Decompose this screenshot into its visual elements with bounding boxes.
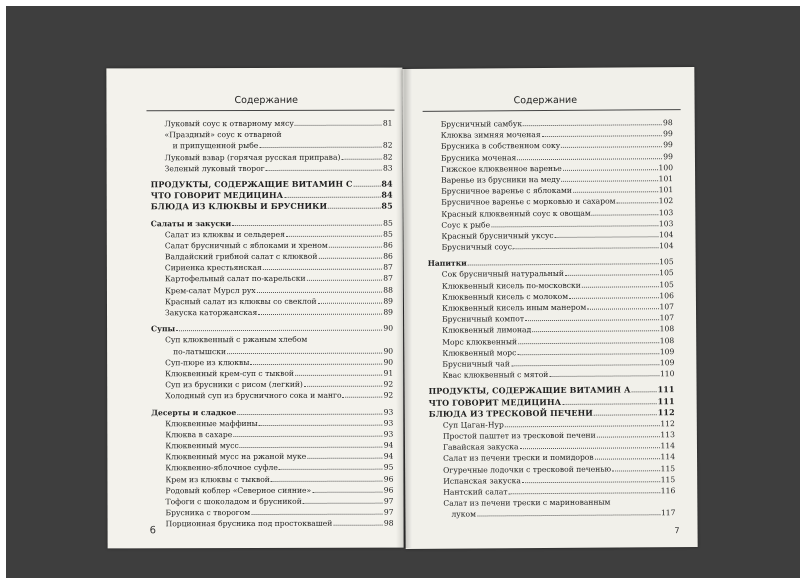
dot-leader [258, 308, 382, 315]
dot-leader [582, 280, 659, 288]
toc-entry-page: 107 [659, 313, 675, 323]
toc-entry-page: 105 [659, 268, 674, 278]
toc-entry [151, 228, 393, 240]
toc-entry [151, 251, 393, 263]
toc-entry-title: Соус к рыбе [441, 220, 491, 230]
dot-leader [251, 508, 383, 515]
toc-entry-page: 92 [383, 379, 394, 389]
toc-entry-page: 90 [383, 346, 394, 356]
toc-entry-title: Закуска каторжанская [165, 307, 258, 318]
toc-entry [151, 345, 393, 357]
toc-entry-page: 104 [658, 230, 674, 240]
dot-leader [259, 418, 383, 425]
toc-entry-title: Красный брусничный уксус [441, 230, 554, 241]
toc-entry-page: 84 [381, 189, 393, 200]
toc-entry [151, 129, 393, 141]
toc-entry-page: 88 [383, 285, 393, 295]
dot-leader [522, 475, 660, 483]
dot-leader [491, 219, 658, 227]
toc-entry-title: Нантский салат [443, 487, 508, 497]
dot-leader [295, 369, 383, 376]
dot-leader [237, 407, 382, 414]
toc-entry [151, 273, 393, 285]
toc-entry [151, 451, 393, 463]
toc-entry-title: Порционная брусника под простоквашей [165, 519, 333, 529]
book-gutter [396, 68, 412, 548]
dot-leader [561, 141, 662, 149]
toc-entry-page: 94 [383, 440, 394, 450]
toc-entry-page: 114 [660, 441, 675, 451]
toc-entry-title: Луковый соус к отварному мясу [164, 118, 294, 129]
toc-entry-title: Сириенка крестьянская [164, 263, 262, 273]
toc-entry-page: 103 [658, 218, 674, 228]
toc-entry-title: ПРОДУКТЫ, СОДЕРЖАЩИЕ ВИТАМИН А [428, 384, 631, 397]
toc-entry-page: 104 [659, 241, 674, 251]
dot-leader [612, 464, 660, 471]
dot-leader [542, 129, 663, 137]
dot-leader [595, 453, 660, 460]
toc-entry-title: Клюква зимняя моченая [440, 130, 541, 140]
dot-leader [597, 430, 660, 437]
toc-entry-title: Суп Цаган-Нур [442, 420, 504, 430]
dot-leader [517, 347, 658, 355]
toc-entry-title: Крем из клюквы с тыквой [165, 474, 270, 484]
toc-entry-page: 94 [383, 451, 394, 461]
toc-entry [151, 473, 393, 485]
toc-entry-title: Клюквенный кисель иным манером [441, 302, 587, 313]
toc-entry-title: Луковый взвар (горячая русская приправа) [164, 152, 341, 162]
toc-entry-title: Салаты и закуски [150, 218, 232, 228]
toc-entry-title: по-латышски [173, 346, 227, 356]
running-head: Содержание [513, 94, 578, 107]
dot-leader [468, 257, 658, 265]
toc-entry-title: Брусника в собственном соку [440, 141, 561, 152]
toc-entry-page: 99 [663, 129, 673, 139]
toc-entry-title: Брусничный самбук [440, 119, 523, 129]
left-page [106, 68, 403, 549]
dot-leader [343, 391, 383, 398]
dot-leader [328, 202, 380, 209]
toc-entry-title: Клюквенные маффины [165, 418, 258, 428]
toc-entry-page: 101 [658, 185, 674, 195]
toc-entry-page: 83 [382, 163, 393, 173]
toc-entry-title: Напитки [427, 258, 467, 269]
toc-entry-title: Клюквенный крем-суп с тыквой [165, 368, 294, 379]
toc-entry-page: 89 [383, 296, 393, 306]
toc-entry-title: Брусничное варенье с морковью и сахаром [441, 196, 616, 208]
toc-section [151, 323, 393, 335]
dot-leader [617, 197, 658, 204]
dot-leader [565, 269, 658, 277]
toc-entry-title: Брусничное варенье с яблоками [441, 185, 572, 196]
toc-entry-page: 81 [382, 118, 393, 128]
toc-entry-title: Брусника с творогом [165, 508, 251, 518]
toc-entry [151, 118, 393, 130]
dot-leader [266, 163, 382, 170]
toc-entry-title: Сок брусничный натуральный [441, 269, 564, 280]
toc-entry-page: 93 [383, 429, 394, 439]
toc-entry-page: 93 [383, 407, 394, 417]
toc-entry [151, 140, 393, 152]
toc-entry-page: 82 [382, 152, 393, 162]
dot-leader [227, 346, 382, 353]
header-rule [423, 109, 681, 112]
dot-leader [518, 336, 659, 344]
toc-entry-title: Брусничный чай [442, 359, 510, 369]
toc-entry-title: Гавайская закуска [442, 442, 519, 453]
toc-entry-page: 114 [660, 452, 676, 462]
dot-leader [233, 430, 382, 437]
toc-entry-page: 109 [659, 358, 675, 368]
dot-leader [354, 180, 381, 187]
dot-leader [333, 519, 383, 526]
toc-entry [151, 368, 393, 380]
dot-leader [176, 324, 382, 332]
toc-entry [151, 496, 393, 508]
dot-leader [513, 241, 658, 249]
dot-leader [511, 358, 659, 366]
toc-entry-title: Испанская закуска [443, 476, 521, 486]
toc-entry-title: Брусничный компот [442, 314, 525, 324]
toc-entry [151, 356, 393, 368]
page-number: 7 [674, 526, 680, 536]
toc-entry-page: 102 [658, 196, 674, 206]
toc-entry-title: Клюквенный лимонад [442, 325, 532, 336]
toc-entry-page: 95 [383, 463, 394, 473]
toc-entry-title: Тофоги с шоколадом и брусникой [165, 496, 302, 507]
dot-leader [562, 397, 656, 405]
right-page [402, 67, 697, 549]
dot-leader [329, 241, 382, 248]
toc-entry-page: 100 [658, 162, 674, 172]
toc-entry-page: 110 [659, 369, 675, 379]
toc-entry-page: 115 [660, 463, 676, 473]
dot-leader [632, 386, 657, 393]
dot-leader [525, 313, 659, 321]
toc-entry-page: 117 [660, 508, 676, 518]
toc-entry [151, 429, 393, 441]
dot-leader [318, 296, 383, 303]
toc-entry-page: 90 [383, 357, 394, 367]
dot-leader [279, 463, 383, 470]
dot-leader [509, 486, 660, 494]
toc-entry-page: 101 [658, 174, 674, 184]
dot-leader [307, 452, 382, 459]
dot-leader [594, 408, 657, 415]
toc-entry-page: 111 [657, 395, 675, 406]
toc-entry-title: Салат брусничный с яблоками и хреном [164, 240, 328, 251]
toc-entry-title: Клюквенный мусс [165, 441, 239, 451]
toc-entry-page: 89 [383, 307, 394, 317]
toc-entry [151, 307, 393, 319]
dot-leader [523, 118, 662, 126]
table-of-contents [427, 117, 676, 520]
toc-entry-page: 111 [657, 384, 675, 395]
toc-entry-title: Салат из клюквы и сельдерея [164, 229, 285, 239]
toc-entry-title: Простой паштет из тресковой печени [442, 430, 596, 441]
toc-entry-page: 105 [659, 257, 674, 267]
toc-entry-title: ПРОДУКТЫ, СОДЕРЖАЩИЕ ВИТАМИН С [150, 178, 353, 190]
toc-entry-page: 96 [383, 474, 394, 484]
toc-entry-page: 93 [383, 418, 394, 428]
toc-section [151, 406, 393, 418]
toc-entry-page: 99 [663, 140, 673, 150]
toc-entry-page: 85 [383, 218, 393, 228]
toc-entry [151, 484, 393, 496]
dot-leader [250, 357, 382, 364]
toc-entry-page: 116 [660, 486, 676, 496]
toc-entry-title: Клюквенный морс [442, 347, 517, 358]
toc-entry [151, 295, 393, 307]
toc-entry-page: 103 [658, 207, 674, 217]
page-number: 6 [149, 525, 156, 537]
toc-entry-page: 87 [383, 262, 393, 272]
dot-leader [263, 263, 382, 270]
dot-leader [257, 285, 383, 292]
dot-leader [505, 419, 660, 427]
toc-entry-title: ЧТО ГОВОРИТ МЕДИЦИНА [150, 190, 284, 201]
toc-entry-title: Клюквенный кисель по-московски [441, 280, 581, 291]
toc-entry-title: Красный клюквенный соус к овощам [441, 208, 591, 219]
toc-entry-page: 97 [383, 496, 394, 506]
toc-entry [151, 390, 393, 402]
toc-entry [151, 240, 393, 252]
toc-entry [151, 334, 393, 346]
dot-leader [271, 474, 383, 481]
toc-entry-page: 84 [381, 178, 393, 189]
toc-entry-page: 82 [382, 141, 393, 151]
toc-chapter [151, 179, 393, 191]
toc-entry-title: Клюквенно-яблочное суфле [165, 463, 278, 473]
toc-entry-title: ЧТО ГОВОРИТ МЕДИЦИНА [428, 396, 562, 408]
toc-entry-title: Суп клюквенный с ржаным хлебом [165, 335, 308, 345]
toc-entry-page: 96 [383, 485, 394, 495]
toc-entry [429, 508, 675, 521]
toc-chapter [151, 201, 393, 213]
dot-leader [259, 141, 382, 148]
dot-leader [573, 185, 658, 193]
toc-entry-title: Суп из брусники с рисом (легкий) [165, 379, 303, 390]
dot-leader [341, 152, 382, 159]
toc-entry-page: 109 [659, 346, 675, 356]
toc-entry [151, 162, 393, 174]
toc-entry-page: 85 [381, 200, 393, 211]
toc-entry-title: Огуречные лодочки с тресковой печенью [443, 464, 612, 475]
toc-entry [151, 440, 393, 452]
dot-leader [520, 441, 660, 449]
dot-leader [569, 291, 658, 299]
toc-entry [151, 379, 393, 391]
toc-entry-page: 85 [383, 229, 393, 239]
toc-entry-page: 92 [383, 390, 394, 400]
toc-entry-page: 87 [383, 274, 393, 284]
toc-entry-title: Красный салат из клюквы со свеклой [164, 296, 317, 307]
toc-entry-page: 86 [383, 251, 393, 261]
toc-entry-title: «Праздный» соус к отварной [164, 130, 282, 140]
toc-entry-title: Брусника моченая [440, 152, 517, 163]
toc-entry-title: Суп-пюре из клюквы [165, 357, 250, 367]
toc-entry-title: Квас клюквенный с мятой [442, 370, 549, 380]
toc-entry-title: Картофельный салат по-карельски [164, 274, 306, 284]
toc-entry-title: луком [451, 509, 477, 520]
dot-leader [284, 191, 380, 198]
dot-leader [592, 208, 658, 215]
toc-entry-title: Гижское клюквенное варенье [440, 163, 562, 174]
toc-entry [151, 462, 393, 474]
toc-entry-title: Клюква в сахаре [165, 429, 233, 440]
dot-leader [555, 230, 658, 238]
toc-entry-title: Брусничный соус [441, 242, 513, 252]
toc-entry [152, 518, 394, 530]
toc-entry-page: 91 [383, 368, 394, 378]
toc-entry-page: 90 [383, 323, 394, 333]
toc-entry-page: 108 [659, 324, 675, 334]
toc-entry-page: 115 [660, 474, 676, 485]
toc-entry-title: Крем-салат Мурсл рух [164, 285, 256, 295]
running-head: Содержание [234, 94, 298, 107]
toc-entry-title: Салат из печени трески и помидоров [443, 453, 594, 464]
toc-entry-title: Родовый коблер «Северное сияние» [165, 485, 312, 496]
dot-leader [232, 218, 382, 225]
toc-entry-title: Супы [151, 324, 176, 334]
dot-leader [477, 509, 660, 517]
toc-entry-title: Зеленый луковый творог [164, 163, 265, 173]
toc-chapter [151, 190, 393, 202]
toc-entry-title: Салат из печени трески с маринованным [443, 497, 611, 508]
dot-leader [295, 119, 382, 126]
toc-entry-title: Морс клюквенный [442, 336, 518, 347]
toc-entry-title: Клюквенный кисель с молоком [441, 291, 569, 302]
dot-leader [561, 174, 657, 182]
toc-entry-title: Десерты и сладкое [151, 407, 237, 417]
dot-leader [303, 497, 383, 504]
toc-entry-page: 113 [660, 430, 675, 440]
toc-entry-page: 112 [660, 419, 675, 429]
dot-leader [532, 325, 658, 333]
toc-entry-title: БЛЮДА ИЗ КЛЮКВЫ И БРУСНИКИ [150, 201, 328, 212]
toc-entry [151, 262, 393, 274]
dot-leader [304, 380, 383, 387]
toc-entry-title: Холодный суп из брусничного сока и манго [165, 391, 342, 401]
toc-entry-page: 97 [383, 507, 394, 517]
toc-entry-page: 86 [383, 240, 393, 250]
toc-entry [151, 151, 393, 163]
dot-leader [240, 441, 383, 448]
toc-entry-page: 98 [383, 519, 394, 529]
toc-entry-title: Валдайский грибной салат с клюквой [164, 251, 318, 262]
dot-leader [286, 229, 382, 236]
toc-entry-title: Клюквенный мусс на ржаной муке [165, 452, 307, 462]
toc-entry-title: БЛЮДА ИЗ ТРЕСКОВОЙ ПЕЧЕНИ [428, 407, 593, 419]
toc-entry-page: 107 [659, 302, 675, 312]
toc-entry-page: 112 [657, 406, 675, 417]
dot-leader [549, 369, 659, 377]
dot-leader [587, 302, 658, 309]
toc-entry [151, 417, 393, 429]
toc-entry-page: 108 [659, 335, 675, 345]
dot-leader [307, 274, 383, 281]
toc-entry [152, 507, 394, 519]
header-rule [146, 110, 394, 112]
table-of-contents [151, 118, 394, 530]
toc-entry [151, 284, 393, 296]
toc-entry-page: 105 [659, 279, 674, 289]
toc-entry-page: 99 [663, 151, 673, 161]
dot-leader [563, 163, 658, 171]
toc-section [151, 217, 393, 229]
dot-leader [517, 152, 662, 160]
toc-entry-page: 106 [659, 290, 674, 301]
toc-entry-title: Варенье из брусники на меду [441, 174, 561, 185]
toc-entry-title: и припущенной рыбе [172, 141, 259, 151]
dot-leader [318, 252, 382, 259]
toc-entry-page: 98 [663, 118, 673, 128]
dot-leader [312, 485, 383, 492]
